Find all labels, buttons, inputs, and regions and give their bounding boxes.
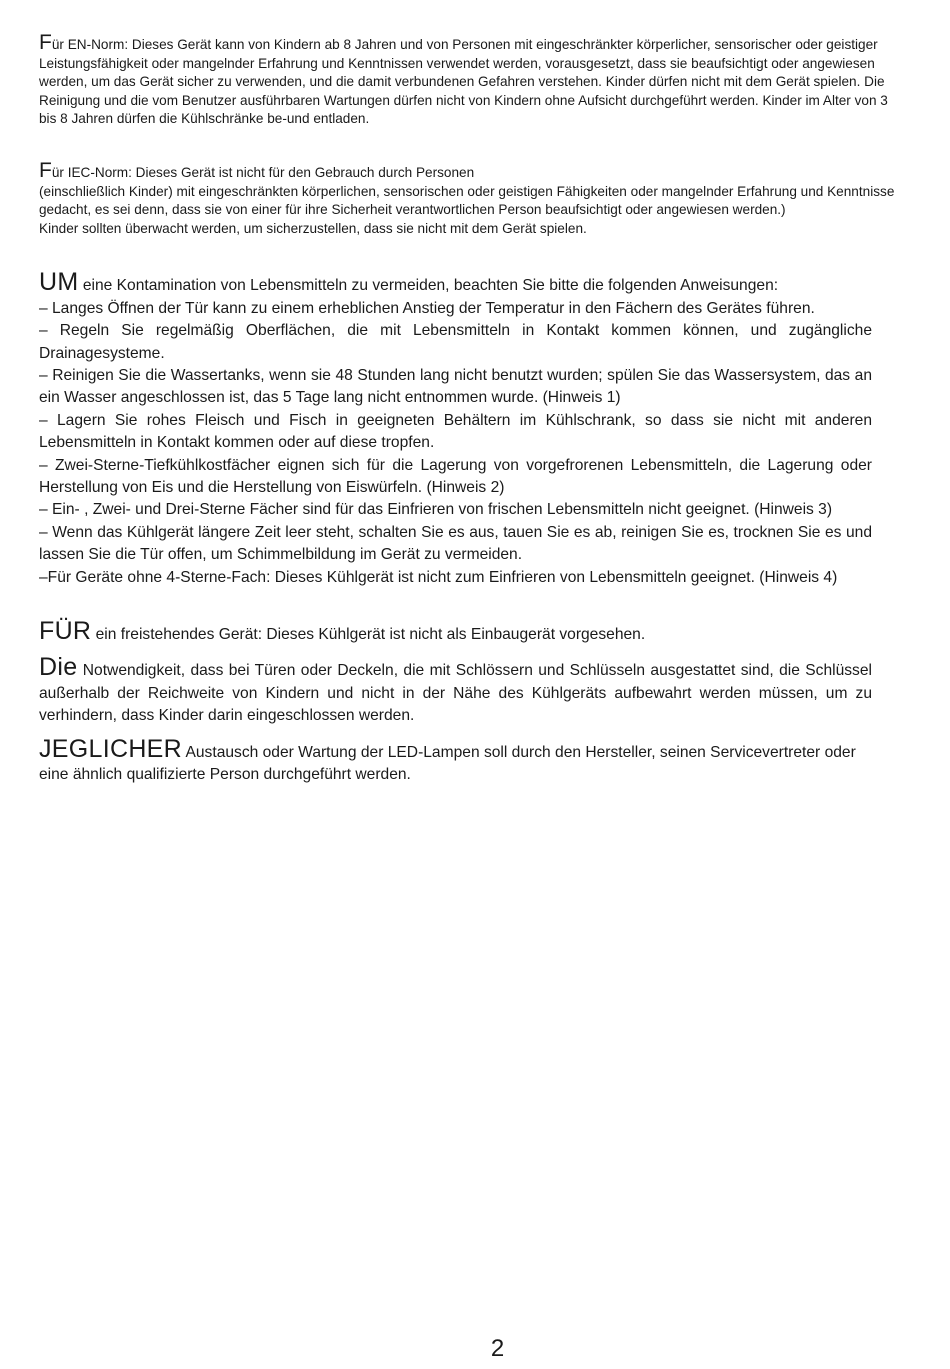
contamination-item-3: – Reinigen Sie die Wassertanks, wenn sie 48 Stunden lang nicht benutzt wurden; spülen Sie das Wassersystem, das an ein Wasser angeschlossen ist, das 5 Tage lang nicht entnommen wurde. (Hinweis 1)	[39, 366, 872, 407]
freestanding-paragraph	[39, 617, 872, 646]
iec-norm-line-3: Kinder sollten überwacht werden, um sicherzustellen, dass sie nicht mit dem Gerät spielen.	[39, 220, 587, 236]
contamination-item-6: – Ein- , Zwei- und Drei-Sterne Fächer sind für das Einfrieren von frischen Lebensmitteln nicht geeignet. (Hinweis 3)	[39, 501, 833, 519]
contamination-lead: UM	[39, 268, 79, 297]
locks-paragraph	[39, 653, 872, 727]
contamination-item-1: – Langes Öffnen der Tür kann zu einem erheblichen Anstieg der Temperatur in den Fächern des Gerätes führen.	[39, 299, 815, 317]
led-text: Austausch oder Wartung der LED-Lampen soll durch den Hersteller, seinen Servicevertreter oder eine ähnlich qualifizierte Person durchgeführt werden.	[39, 743, 856, 784]
contamination-section	[39, 268, 872, 589]
contamination-intro: eine Kontamination von Lebensmitteln zu vermeiden, beachten Sie bitte die folgenden Anweisungen:	[78, 277, 779, 295]
contamination-item-8: –Für Geräte ohne 4-Sterne-Fach: Dieses Kühlgerät ist nicht zum Einfrieren von Lebensmitteln geeignet. (Hinweis 4)	[39, 568, 838, 586]
iec-norm-line-2: (einschließlich Kinder) mit eingeschränkten körperlichen, sensorischen oder geistigen Fähigkeiten oder mangelnder Erfahrung und Kenntnisse gedacht, es sei denn, dass sie von einer für ihre Sicherheit verantwortlichen Person beaufsichtigt oder angewiesen werden.)	[39, 183, 895, 218]
locks-lead: Die	[39, 653, 78, 682]
iec-norm-first-line	[39, 158, 905, 183]
contamination-item-7: – Wenn das Kühlgerät längere Zeit leer steht, schalten Sie es aus, tauen Sie es ab, reinigen Sie es, trocknen Sie es und lassen Sie die Tür offen, um Schimmelbildung im Gerät zu vermeiden.	[39, 523, 872, 564]
page-number: 2	[490, 1335, 505, 1362]
freestanding-lead: FÜR	[39, 617, 92, 646]
led-lead: JEGLICHER	[39, 734, 183, 763]
iec-norm-paragraph	[39, 158, 905, 238]
en-norm-lead: F	[39, 31, 52, 54]
en-norm-text: ür EN-Norm: Dieses Gerät kann von Kindern ab 8 Jahren und von Personen mit eingeschränkter körperlicher, sensorischer oder geistiger Leistungsfähigkeit oder mangelnder Erfahrung und Kenntnissen verwendet werden, vorausgesetzt, dass sie beaufsichtigt oder angewiesen werden, um das Gerät sicher zu verwenden, und die damit verbundenen Gefahren verstehen. Kinder dürfen nicht mit dem Gerät spielen. Die Reinigung und die vom Benutzer ausführbaren Wartungen dürfen nicht von Kindern ohne Aufsicht durchgeführt werden. Kinder im Alter von 3 bis 8 Jahren dürfen die Kühlschränke be-und entladen.	[39, 37, 888, 127]
contamination-item-5: – Zwei-Sterne-Tiefkühlkostfächer eignen sich für die Lagerung von vorgefrorenen Lebensmitteln, die Lagerung oder Herstellung von Eis und die Herstellung von Eiswürfeln. (Hinweis 2)	[39, 456, 872, 496]
contamination-item-4: – Lagern Sie rohes Fleisch und Fisch in geeigneten Behältern im Kühlschrank, so dass sie nicht mit anderen Lebensmitteln in Kontakt kommen oder auf diese tropfen.	[39, 411, 872, 452]
en-norm-paragraph	[39, 31, 905, 129]
freestanding-text: ein freistehendes Gerät: Dieses Kühlgerät ist nicht als Einbaugerät vorgesehen.	[91, 626, 646, 644]
iec-norm-line-1: ür IEC-Norm: Dieses Gerät ist nicht für den Gebrauch durch Personen	[51, 164, 475, 180]
manual-page	[39, 31, 905, 786]
locks-text: Notwendigkeit, dass bei Türen oder Deckeln, die mit Schlössern und Schlüsseln ausgestattet sind, die Schlüssel außerhalb der Reichweite von Kindern und nicht in der Nähe des Kühlgeräts aufbewahrt werden müssen, um zu verhindern, dass Kinder darin eingeschlossen werden.	[39, 662, 872, 725]
contamination-item-2: – Regeln Sie regelmäßig Oberflächen, die mit Lebensmitteln in Kontakt kommen können, und zugängliche Drainagesysteme.	[39, 322, 872, 362]
led-paragraph	[39, 734, 872, 787]
contamination-intro-line	[39, 268, 872, 297]
iec-norm-lead: F	[39, 158, 52, 182]
